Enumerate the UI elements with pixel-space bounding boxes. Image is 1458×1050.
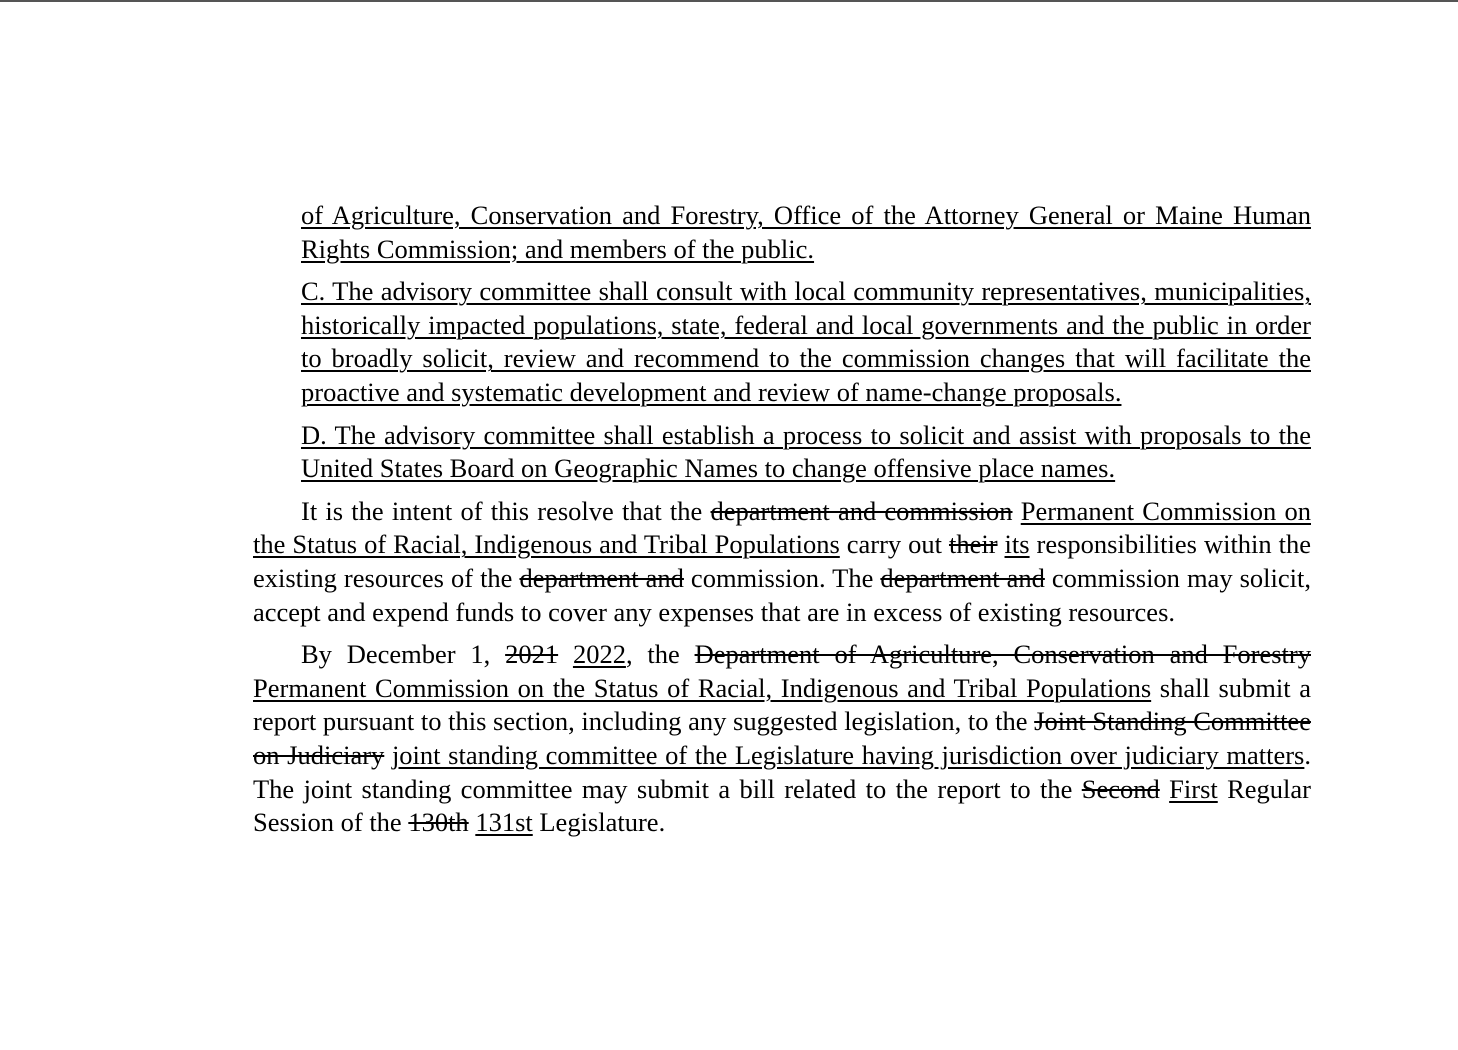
deleted-text: Joint Standing Committee on Judiciary <box>253 706 1311 770</box>
plain-text: commission may solicit, accept and expend funds to cover any expenses that are in excess of existing resources. <box>253 562 1311 627</box>
deleted-text: Second <box>1081 773 1160 804</box>
inserted-text: joint standing committee of the Legislature having jurisdiction over judiciary matters <box>391 739 1305 770</box>
paragraph-report-deadline <box>253 638 1311 840</box>
plain-text <box>1160 774 1169 804</box>
deleted-text: their <box>948 529 998 560</box>
plain-text <box>1013 496 1021 526</box>
deleted-text: 130th <box>408 807 469 838</box>
inserted-text: its <box>1004 529 1030 560</box>
plain-text: shall submit a report pursuant to this section, including any suggested legislation, to the <box>253 672 1311 737</box>
inserted-text: of Agriculture, Conservation and Forestry, Office of the Attorney General or Maine Human Rights Commission; and members of the public. <box>301 200 1311 264</box>
inserted-text: 131st <box>475 807 533 838</box>
plain-text: . The joint standing committee may submit a bill related to the report to the <box>253 739 1311 804</box>
plain-text: Regular Session of the <box>253 773 1312 838</box>
deleted-text: 2021 <box>505 639 559 670</box>
deleted-text: department and <box>519 562 684 593</box>
inserted-text: Permanent Commission on the Status of Racial, Indigenous and Tribal Populations <box>253 672 1152 703</box>
document-page <box>253 199 1311 849</box>
plain-text: Legislature. <box>532 807 666 838</box>
plain-text: , the <box>625 639 695 670</box>
plain-text <box>384 740 392 770</box>
inserted-text: First <box>1169 773 1218 804</box>
plain-text <box>558 639 573 669</box>
paragraph-intent-of-resolve <box>253 495 1311 629</box>
inserted-text: Permanent Commission on the Status of Racial, Indigenous and Tribal Populations <box>253 495 1311 560</box>
plain-text: It is the intent of this resolve that the <box>301 495 711 526</box>
inserted-text: D. The advisory committee shall establish a process to solicit and assist with proposals to the United States Board on Geographic Names to change offensive place names. <box>301 419 1311 484</box>
plain-text: carry out <box>839 529 949 560</box>
window-top-border <box>0 0 1458 2</box>
deleted-text: department and <box>880 562 1045 593</box>
inserted-text: 2022 <box>572 639 626 670</box>
paragraph-d-proposal-process <box>253 419 1311 486</box>
plain-text: By December 1, <box>301 639 506 670</box>
deleted-text: department and commission <box>710 495 1013 526</box>
plain-text: commission. The <box>683 562 881 593</box>
inserted-text: C. The advisory committee shall consult with local community representatives, municipalities, historically impacted populations, state, federal and local governments and the public in order to broadly solicit, review and recommend to the commission changes that will facilitate the proactive and systematic development and review of name-change proposals. <box>301 276 1311 407</box>
plain-text <box>998 529 1005 559</box>
paragraph-membership-continuation <box>253 199 1311 266</box>
plain-text: responsibilities within the existing resources of the <box>253 529 1312 593</box>
paragraph-c-consultation <box>253 275 1311 409</box>
deleted-text: Department of Agriculture, Conservation and Forestry <box>694 639 1311 670</box>
